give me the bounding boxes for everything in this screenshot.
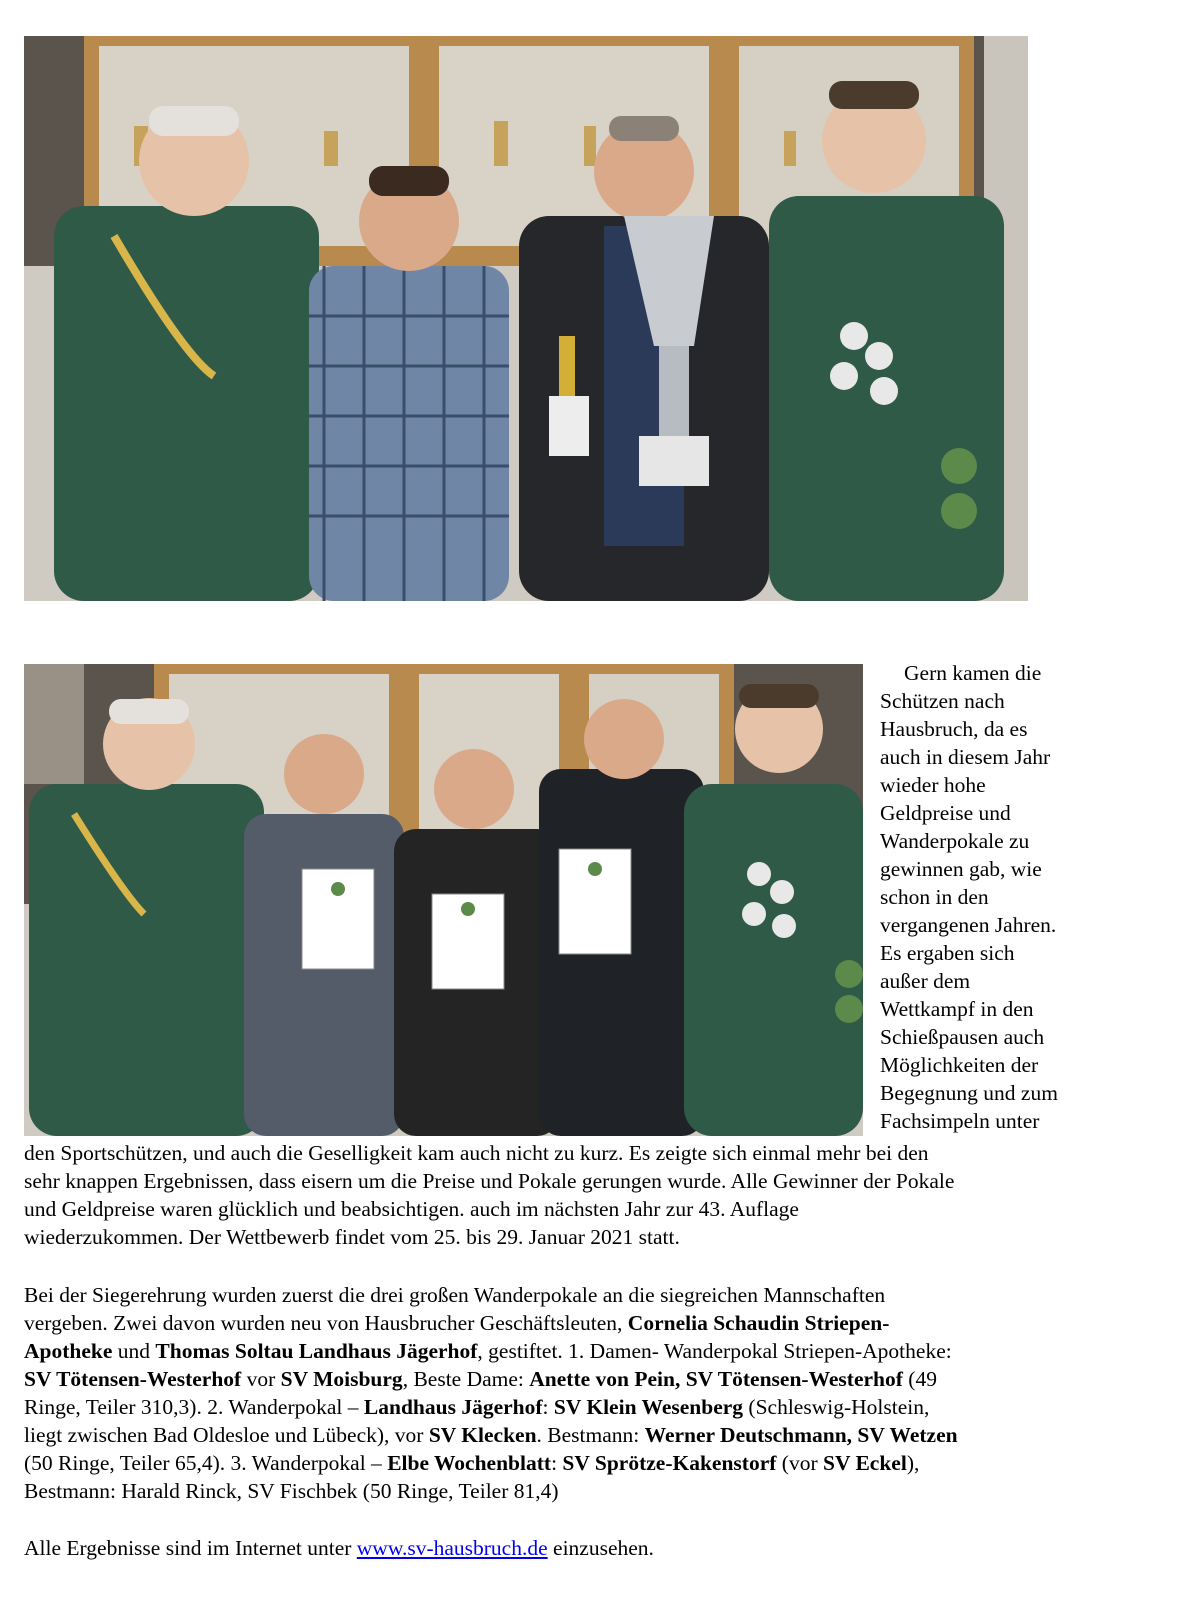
side-line: Wanderpokale zu xyxy=(880,829,1030,853)
side-line: Fachsimpeln unter xyxy=(880,1109,1040,1133)
side-line: Gern kamen die xyxy=(904,661,1042,685)
paragraph-line: vergeben. Zwei davon wurden neu von Hausbrucher Geschäftsleuten, Cornelia Schaudin Striepen- xyxy=(24,1311,890,1335)
sponsor-name: Apotheke xyxy=(24,1339,113,1363)
paragraph-line: Ringe, Teiler 310,3). 2. Wanderpokal – Landhaus Jägerhof: SV Klein Wesenberg (Schleswig-Holstein, xyxy=(24,1395,930,1419)
side-line: außer dem xyxy=(880,969,971,993)
best-man: Werner Deutschmann, SV Wetzen xyxy=(644,1423,958,1447)
side-line: gewinnen gab, wie xyxy=(880,857,1042,881)
article-side-column xyxy=(880,659,1170,1135)
side-line: Schießpausen auch xyxy=(880,1025,1045,1049)
side-line: schon in den xyxy=(880,885,989,909)
trophy-name: Landhaus Jägerhof xyxy=(363,1395,543,1419)
side-line: Schützen nach xyxy=(880,689,1005,713)
side-line: Möglichkeiten der xyxy=(880,1053,1039,1077)
paragraph-line: SV Tötensen-Westerhof vor SV Moisburg, Beste Dame: Anette von Pein, SV Tötensen-Westerhof (49 xyxy=(24,1367,937,1391)
winner-team: SV Klein Wesenberg xyxy=(553,1395,744,1419)
paragraph-line: Alle Ergebnisse sind im Internet unter www.sv-hausbruch.de einzusehen. xyxy=(24,1536,654,1560)
trophy-name: Elbe Wochenblatt xyxy=(387,1451,552,1475)
side-line: auch in diesem Jahr xyxy=(880,745,1051,769)
side-line: wieder hohe xyxy=(880,773,986,797)
winner-team: SV Tötensen-Westerhof xyxy=(24,1367,242,1391)
runner-up-team: SV Eckel xyxy=(823,1451,907,1475)
paragraph-line: und Geldpreise waren glücklich und beabsichtigen. auch im nächsten Jahr zur 43. Auflage xyxy=(24,1197,799,1221)
photo-certificate-presentation xyxy=(24,664,863,1136)
article-paragraph-2 xyxy=(24,1281,1144,1505)
side-line: vergangenen Jahren. xyxy=(880,913,1057,937)
sponsor-name: Thomas Soltau Landhaus Jägerhof xyxy=(155,1339,478,1363)
results-website-link[interactable]: www.sv-hausbruch.de xyxy=(356,1536,548,1560)
side-line: Hausbruch, da es xyxy=(880,717,1028,741)
runner-up-team: SV Moisburg xyxy=(280,1367,403,1391)
side-line: Wettkampf in den xyxy=(880,997,1034,1021)
paragraph-line: sehr knappen Ergebnissen, dass eisern um die Preise und Pokale gerungen wurde. Alle Gewinner der Pokale xyxy=(24,1169,955,1193)
best-lady: Anette von Pein, SV Tötensen-Westerhof xyxy=(529,1367,903,1391)
side-line: Begegnung und zum xyxy=(880,1081,1058,1105)
paragraph-line: den Sportschützen, und auch die Geselligkeit kam auch nicht zu kurz. Es zeigte sich einmal mehr bei den xyxy=(24,1141,929,1165)
runner-up-team: SV Klecken xyxy=(428,1423,537,1447)
paragraph-line: Bei der Siegerehrung wurden zuerst die drei großen Wanderpokale an die siegreichen Mannschaften xyxy=(24,1283,886,1307)
side-line: Es ergaben sich xyxy=(880,941,1015,965)
paragraph-line: Apotheke und Thomas Soltau Landhaus Jägerhof, gestiftet. 1. Damen- Wanderpokal Striepen-Apotheke: xyxy=(24,1339,952,1363)
sponsor-name: Cornelia Schaudin Striepen- xyxy=(627,1311,890,1335)
paragraph-line: (50 Ringe, Teiler 65,4). 3. Wanderpokal – Elbe Wochenblatt: SV Sprötze-Kakenstorf (vor SV Eckel), xyxy=(24,1451,920,1475)
photo-award-trophies xyxy=(24,36,1028,601)
article-paragraph-3 xyxy=(24,1534,1144,1562)
article-paragraph-1 xyxy=(24,1139,1144,1251)
winner-team: SV Sprötze-Kakenstorf xyxy=(562,1451,777,1475)
paragraph-line: Bestmann: Harald Rinck, SV Fischbek (50 Ringe, Teiler 81,4) xyxy=(24,1479,559,1503)
paragraph-line: wiederzukommen. Der Wettbewerb findet vom 25. bis 29. Januar 2021 statt. xyxy=(24,1225,680,1249)
paragraph-line: liegt zwischen Bad Oldesloe und Lübeck), vor SV Klecken. Bestmann: Werner Deutschmann, SV Wetzen xyxy=(24,1423,958,1447)
side-line: Geldpreise und xyxy=(880,801,1011,825)
